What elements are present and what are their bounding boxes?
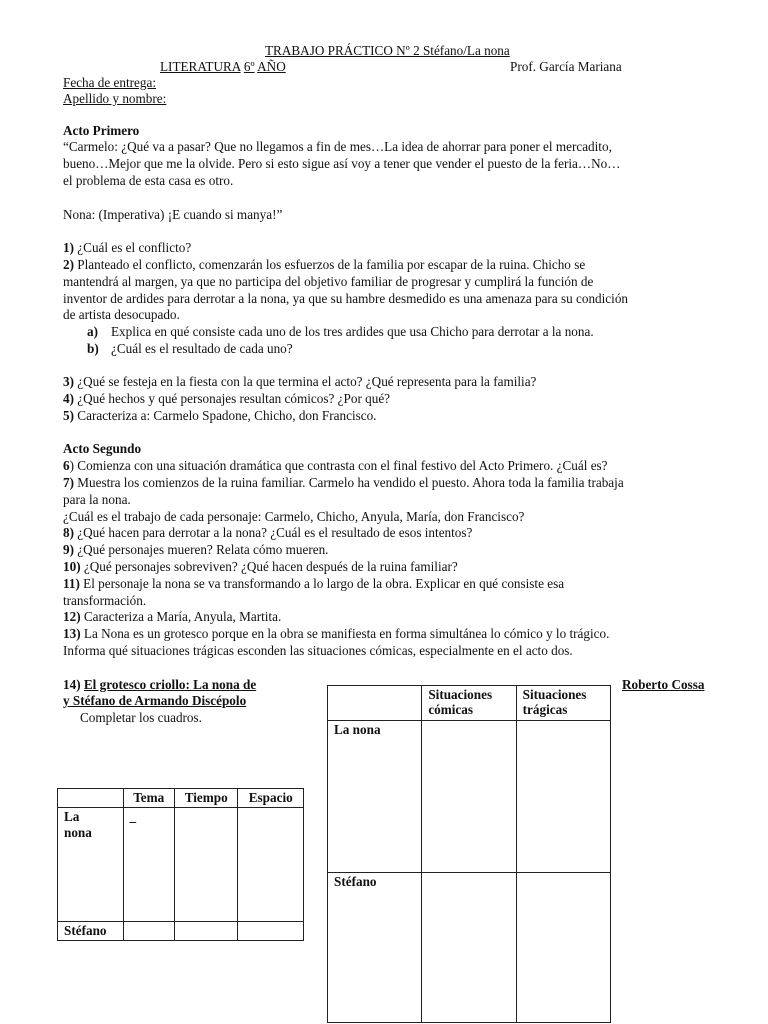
header-text: cómicas	[428, 702, 474, 717]
question-11	[63, 576, 564, 593]
question-2-line: inventor de ardides para derrotar a la nona, ya que su hambre desmedido es una amenaza para su condición	[63, 291, 629, 306]
table-cell[interactable]	[238, 808, 304, 922]
question-11-line: transformación.	[63, 593, 147, 608]
table-header-cell	[422, 686, 516, 721]
question-number: 4)	[63, 391, 74, 406]
question-text: ¿Qué hechos y qué personajes resultan cómicos? ¿Por qué?	[74, 391, 391, 406]
act1-quote-line: el problema de esta casa es otro.	[63, 173, 234, 188]
question-number: 12)	[63, 609, 81, 624]
row-label-part: nona	[64, 825, 92, 840]
author-name: Roberto Cossa	[622, 677, 705, 692]
table-header-cell: Tiempo	[174, 789, 238, 808]
question-number: 5)	[63, 408, 74, 423]
instruction-text: Completar los cuadros.	[80, 710, 202, 725]
row-label-stefano: Stéfano	[328, 873, 422, 1023]
table-row	[58, 808, 304, 922]
question-number: 10)	[63, 559, 81, 574]
act1-quote-line: “Carmelo: ¿Qué va a pasar? Que no llegamos a fin de mes…La idea de ahorrar para poner el mercadito,	[63, 139, 612, 154]
question-2	[63, 257, 585, 274]
question-10	[63, 559, 458, 576]
question-number: 6	[63, 458, 70, 473]
row-label-la-nona: La nona	[328, 721, 422, 873]
table-header-row	[58, 789, 304, 808]
question-1	[63, 240, 191, 257]
table-row	[328, 873, 611, 1023]
question-text: ¿Qué hacen para derrotar a la nona? ¿Cuál es el resultado de esos intentos?	[74, 525, 473, 540]
subject-name: LITERATURA	[160, 59, 241, 74]
question-number: 3)	[63, 374, 74, 389]
table-cell[interactable]	[422, 721, 516, 873]
question-4	[63, 391, 390, 408]
table-header-cell	[328, 686, 422, 721]
table-header-cell: Espacio	[238, 789, 304, 808]
subject-line	[160, 59, 286, 75]
question-3	[63, 374, 536, 391]
question-6	[63, 458, 608, 475]
table-cell[interactable]	[238, 922, 304, 941]
act1-quote-line: bueno…Mejor que me la olvide. Pero si esto sigue así voy a tener que vender el puesto de la feria…No…	[63, 156, 621, 171]
student-name-label: Apellido y nombre:	[63, 91, 167, 106]
question-text: Caracteriza a María, Anyula, Martita.	[80, 609, 282, 624]
situations-table	[327, 685, 611, 1023]
row-label-part: La	[64, 809, 80, 824]
question-2-line: de artista desocupado.	[63, 307, 180, 322]
table-cell[interactable]	[174, 922, 238, 941]
header-text: Situaciones	[522, 687, 587, 702]
question-number: 1)	[63, 240, 74, 255]
question-5	[63, 408, 376, 425]
question-text: ¿Cuál es el conflicto?	[74, 240, 192, 255]
table-header-row	[328, 686, 611, 721]
table-header-cell	[516, 686, 610, 721]
subject-grade: 6º	[243, 59, 255, 74]
table-row	[58, 922, 304, 941]
subquestion-a: Explica en qué consiste cada uno de los tres ardides que usa Chicho para derrotar a la nona.	[111, 324, 594, 339]
question-number: 2)	[63, 257, 74, 272]
act2-heading: Acto Segundo	[63, 441, 142, 456]
question-text: El personaje la nona se va transformando a lo largo de la obra. Explicar en qué consiste esa	[79, 576, 565, 591]
table-cell[interactable]	[422, 873, 516, 1023]
subquestion-a-number: a)	[87, 324, 98, 339]
question-text: Muestra los comienzos de la ruina familiar. Carmelo ha vendido el puesto. Ahora toda la familia trabaja	[74, 475, 624, 490]
table-cell[interactable]	[516, 721, 610, 873]
question-8	[63, 525, 472, 542]
page-title: TRABAJO PRÁCTICO Nº 2 Stéfano/La nona	[265, 43, 510, 58]
question-text: Caracteriza a: Carmelo Spadone, Chicho, don Francisco.	[74, 408, 377, 423]
subquestion-b-number: b)	[87, 341, 99, 356]
question-text: ¿Qué personajes sobreviven? ¿Qué hacen después de la ruina familiar?	[80, 559, 458, 574]
question-14-title-line2: y Stéfano de Armando Discépolo	[63, 693, 247, 708]
question-9	[63, 542, 328, 559]
question-number: 7)	[63, 475, 74, 490]
question-7-line: para la nona.	[63, 492, 131, 507]
table-cell[interactable]	[174, 808, 238, 922]
teacher-name: Prof. García Mariana	[510, 59, 622, 74]
question-14-title	[63, 677, 256, 693]
table-header-cell	[58, 789, 124, 808]
question-number: 14)	[63, 677, 81, 692]
row-label-la-nona	[58, 808, 124, 922]
question-text: ¿Qué personajes mueren? Relata cómo mueren.	[74, 542, 329, 557]
table-header-cell: Tema	[123, 789, 174, 808]
table-cell[interactable]	[123, 922, 174, 941]
table-row	[328, 721, 611, 873]
table-cell[interactable]: _	[123, 808, 174, 922]
subject-year: AÑO	[257, 59, 286, 74]
question-7-line: ¿Cuál es el trabajo de cada personaje: Carmelo, Chicho, Anyula, María, don Francisco?	[63, 509, 525, 524]
header-text: Situaciones	[428, 687, 493, 702]
table-cell[interactable]	[516, 873, 610, 1023]
question-14-title-line1: El grotesco criollo: La nona de	[83, 677, 257, 692]
question-2-line: mantendrá al margen, ya que no participa del objetivo familiar de progresar y cumplirá la función de	[63, 274, 594, 289]
question-text: ) Comienza con una situación dramática que contrasta con el final festivo del Acto Primero. ¿Cuál es?	[69, 458, 608, 473]
question-text: Planteado el conflicto, comenzarán los esfuerzos de la familia por escapar de la ruina. Chicho se	[74, 257, 586, 272]
themes-table	[57, 788, 304, 941]
question-12	[63, 609, 281, 626]
question-number: 8)	[63, 525, 74, 540]
question-13	[63, 626, 609, 643]
question-number: 11)	[63, 576, 80, 591]
question-text: La Nona es un grotesco porque en la obra se manifiesta en forma simultánea lo cómico y lo trágico.	[80, 626, 610, 641]
question-7	[63, 475, 624, 492]
due-date-label: Fecha de entrega:	[63, 75, 156, 90]
question-number: 13)	[63, 626, 81, 641]
question-text: ¿Qué se festeja en la fiesta con la que termina el acto? ¿Qué representa para la familia?	[74, 374, 537, 389]
question-number: 9)	[63, 542, 74, 557]
act1-heading: Acto Primero	[63, 123, 140, 138]
question-13-line: Informa qué situaciones trágicas esconden las situaciones cómicas, especialmente en el acto dos.	[63, 643, 573, 658]
subquestion-b: ¿Cuál es el resultado de cada uno?	[111, 341, 293, 356]
act1-nona-line: Nona: (Imperativa) ¡E cuando si manya!”	[63, 207, 283, 222]
header-text: trágicas	[522, 702, 568, 717]
row-label-stefano: Stéfano	[58, 922, 124, 941]
